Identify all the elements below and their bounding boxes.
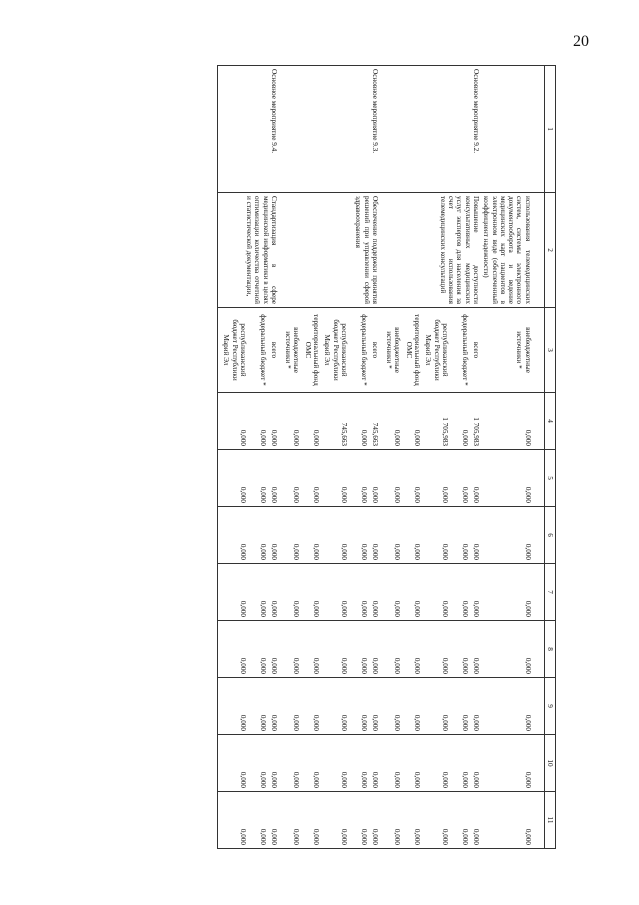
- value: 0,000: [312, 429, 321, 446]
- funding-source: внебюджетные источники *: [384, 327, 402, 373]
- funding-sources: [218, 308, 280, 393]
- table-row: [279, 66, 380, 849]
- value: 0,000: [340, 657, 349, 674]
- value: 0,000: [239, 828, 248, 845]
- value: 0,000: [393, 600, 402, 617]
- value: 0,000: [441, 771, 450, 788]
- measure-description-text: Повышение доступности консультативных медицинских услуг экспертов для населения за счет использования телемедицинских консультаций: [438, 196, 481, 304]
- value: 0,000: [360, 828, 369, 845]
- funding-source: республиканский бюджет Республики Марий Эл: [222, 319, 248, 381]
- value-cell: [481, 735, 544, 792]
- funding-source: всего: [371, 341, 380, 359]
- funding-source: внебюджетные источники *: [283, 327, 301, 373]
- funding-source: республиканский бюджет Республики Марий Эл: [323, 319, 349, 381]
- value: 0,000: [312, 657, 321, 674]
- value-cell: [218, 507, 280, 564]
- measure-description-text: Обеспечение поддержки принятия решений при управлении сферой здравоохранения: [354, 196, 380, 304]
- value: 0,000: [239, 429, 248, 446]
- value: 0,000: [340, 543, 349, 560]
- value-cell: [218, 735, 280, 792]
- value: 0,000: [472, 486, 481, 503]
- value: 0,000: [360, 543, 369, 560]
- value: 0,000: [441, 657, 450, 674]
- value: 0,000: [340, 486, 349, 503]
- value-cell: [279, 393, 380, 450]
- header-cell: 11: [544, 792, 555, 849]
- value: 0,000: [413, 486, 422, 503]
- value: 0,000: [259, 828, 268, 845]
- table-row: [380, 66, 481, 849]
- value-cell: [279, 621, 380, 678]
- value: 0,000: [259, 714, 268, 731]
- value: 0,000: [371, 600, 380, 617]
- value: 0,000: [393, 714, 402, 731]
- value: 0,000: [239, 600, 248, 617]
- header-cell: 8: [544, 621, 555, 678]
- value-cell: [380, 735, 481, 792]
- value-cell: [218, 393, 280, 450]
- value: 0,000: [523, 771, 532, 788]
- value: 0,000: [360, 714, 369, 731]
- header-cell: 2: [544, 193, 555, 308]
- header-cell: 4: [544, 393, 555, 450]
- value: 745,663: [340, 422, 349, 446]
- value: 0,000: [312, 486, 321, 503]
- value: 0,000: [413, 714, 422, 731]
- value: 0,000: [312, 828, 321, 845]
- value-cell: [279, 678, 380, 735]
- value: 0,000: [461, 828, 470, 845]
- measure-description-text: использования телемедицинских систем, системы электронного документооборота и ведение медицинских карт пациентов в электронном виде (обеспеченный коэффициент надежности): [482, 196, 532, 304]
- value: 0,000: [270, 771, 279, 788]
- value: 0,000: [292, 828, 301, 845]
- value-cell: [380, 564, 481, 621]
- funding-source: всего: [472, 341, 481, 359]
- value: 0,000: [360, 771, 369, 788]
- value: 1 705,983: [472, 417, 481, 446]
- table-body: [218, 66, 545, 849]
- value: 0,000: [292, 714, 301, 731]
- value: 0,000: [523, 828, 532, 845]
- value: 0,000: [239, 543, 248, 560]
- value-cell: [380, 678, 481, 735]
- value: 1 705,983: [441, 417, 450, 446]
- value-cell: [279, 792, 380, 849]
- funding-source: республиканский бюджет Республики Марий Эл: [424, 319, 450, 381]
- header-cell: 3: [544, 308, 555, 393]
- value-cell: [380, 621, 481, 678]
- value: 0,000: [393, 657, 402, 674]
- value: 0,000: [312, 600, 321, 617]
- value-cell: [481, 621, 544, 678]
- value: 0,000: [360, 486, 369, 503]
- value-cell: [279, 564, 380, 621]
- value: 0,000: [270, 543, 279, 560]
- value: 0,000: [239, 714, 248, 731]
- value: 0,000: [441, 828, 450, 845]
- value: 0,000: [312, 771, 321, 788]
- value: 0,000: [371, 543, 380, 560]
- measure-title: [481, 66, 544, 193]
- value: 0,000: [239, 486, 248, 503]
- value: 0,000: [340, 828, 349, 845]
- value: 0,000: [413, 828, 422, 845]
- value: 0,000: [239, 771, 248, 788]
- budget-table: [217, 65, 556, 849]
- value: 0,000: [292, 486, 301, 503]
- value-cell: [380, 792, 481, 849]
- value-cell: [481, 792, 544, 849]
- value: 0,000: [472, 771, 481, 788]
- value-cell: [218, 621, 280, 678]
- page-number: 20: [573, 33, 589, 50]
- value: 0,000: [523, 543, 532, 560]
- value: 0,000: [292, 543, 301, 560]
- value: 0,000: [441, 543, 450, 560]
- value: 0,000: [360, 600, 369, 617]
- value: 0,000: [461, 486, 470, 503]
- value: 0,000: [371, 828, 380, 845]
- value: 0,000: [393, 486, 402, 503]
- value: 0,000: [441, 600, 450, 617]
- value: 0,000: [441, 486, 450, 503]
- value: 0,000: [371, 771, 380, 788]
- value: 0,000: [461, 600, 470, 617]
- value-cell: [481, 678, 544, 735]
- value: 0,000: [360, 657, 369, 674]
- header-cell: 7: [544, 564, 555, 621]
- value: 0,000: [472, 828, 481, 845]
- value: 0,000: [292, 429, 301, 446]
- value: 0,000: [472, 657, 481, 674]
- funding-source: федеральный бюджет *: [461, 314, 470, 386]
- header-cell: 6: [544, 507, 555, 564]
- value: 0,000: [461, 714, 470, 731]
- value: 0,000: [292, 600, 301, 617]
- value: 0,000: [259, 771, 268, 788]
- value: 0,000: [312, 714, 321, 731]
- funding-source: территориальный фонд ОМС: [404, 314, 422, 386]
- value: 0,000: [523, 657, 532, 674]
- measure-description: [380, 193, 481, 308]
- table-row: [218, 66, 280, 849]
- value: 0,000: [523, 429, 532, 446]
- funding-source: внебюджетные источники *: [515, 327, 532, 373]
- value: 0,000: [360, 429, 369, 446]
- value-cell: [279, 735, 380, 792]
- value: 0,000: [371, 657, 380, 674]
- value: 0,000: [371, 486, 380, 503]
- value: 0,000: [461, 771, 470, 788]
- value: 0,000: [270, 600, 279, 617]
- value-cell: [380, 393, 481, 450]
- value: 0,000: [461, 543, 470, 560]
- value: 0,000: [259, 429, 268, 446]
- header-cell: 9: [544, 678, 555, 735]
- value-cell: [218, 450, 280, 507]
- measure-title: Основное мероприятие 9.4.: [218, 66, 280, 193]
- measure-description: [481, 193, 544, 308]
- value: 0,000: [413, 657, 422, 674]
- value: 0,000: [472, 714, 481, 731]
- value-cell: [481, 564, 544, 621]
- header-cell: 1: [544, 66, 555, 193]
- value: 0,000: [393, 543, 402, 560]
- value: 0,000: [270, 486, 279, 503]
- funding-source: федеральный бюджет *: [259, 314, 268, 386]
- value: 0,000: [413, 771, 422, 788]
- value-cell: [218, 678, 280, 735]
- value: 0,000: [259, 486, 268, 503]
- funding-sources: [380, 308, 481, 393]
- funding-source: территориальный фонд ОМС: [303, 314, 321, 386]
- value: 0,000: [413, 543, 422, 560]
- value: 0,000: [292, 657, 301, 674]
- value: 0,000: [270, 657, 279, 674]
- value: 0,000: [340, 600, 349, 617]
- value-cell: [279, 450, 380, 507]
- value-cell: [279, 507, 380, 564]
- funding-sources: [279, 308, 380, 393]
- value: 0,000: [393, 771, 402, 788]
- value: 0,000: [523, 486, 532, 503]
- measure-description: [218, 193, 280, 308]
- value: 0,000: [270, 429, 279, 446]
- funding-source: всего: [270, 341, 279, 359]
- value: 0,000: [340, 771, 349, 788]
- rotated-table-container: [146, 65, 556, 855]
- value-cell: [481, 393, 544, 450]
- table-row: [481, 66, 544, 849]
- header-cell: 10: [544, 735, 555, 792]
- value: 0,000: [270, 828, 279, 845]
- value-cell: [481, 450, 544, 507]
- value: 0,000: [259, 543, 268, 560]
- value: 0,000: [371, 714, 380, 731]
- value: 0,000: [239, 657, 248, 674]
- value-cell: [380, 507, 481, 564]
- value: 0,000: [472, 543, 481, 560]
- value: 0,000: [393, 828, 402, 845]
- header-cell: 5: [544, 450, 555, 507]
- value-cell: [380, 450, 481, 507]
- value-cell: [218, 564, 280, 621]
- value: 0,000: [340, 714, 349, 731]
- header-row: [544, 66, 555, 849]
- measure-description: [279, 193, 380, 308]
- value: 0,000: [523, 714, 532, 731]
- value: 0,000: [312, 543, 321, 560]
- value: 0,000: [441, 714, 450, 731]
- value: 0,000: [259, 600, 268, 617]
- value: 0,000: [259, 657, 268, 674]
- value: 0,000: [393, 429, 402, 446]
- value: 0,000: [461, 657, 470, 674]
- funding-source: федеральный бюджет *: [360, 314, 369, 386]
- value: 0,000: [292, 771, 301, 788]
- value: 0,000: [472, 600, 481, 617]
- value: 0,000: [523, 600, 532, 617]
- measure-title: Основное мероприятие 9.3.: [279, 66, 380, 193]
- value: 0,000: [413, 429, 422, 446]
- value: 0,000: [413, 600, 422, 617]
- value-cell: [481, 507, 544, 564]
- value: 0,000: [461, 429, 470, 446]
- measure-description-text: Стандартизация в сфере медицинской информатики в целях оптимизации количества отчетной и статистической документации,: [245, 196, 279, 305]
- measure-title: Основное мероприятие 9.2.: [380, 66, 481, 193]
- value: 0,000: [270, 714, 279, 731]
- funding-sources: [481, 308, 544, 393]
- value: 745,663: [371, 422, 380, 446]
- value-cell: [218, 792, 280, 849]
